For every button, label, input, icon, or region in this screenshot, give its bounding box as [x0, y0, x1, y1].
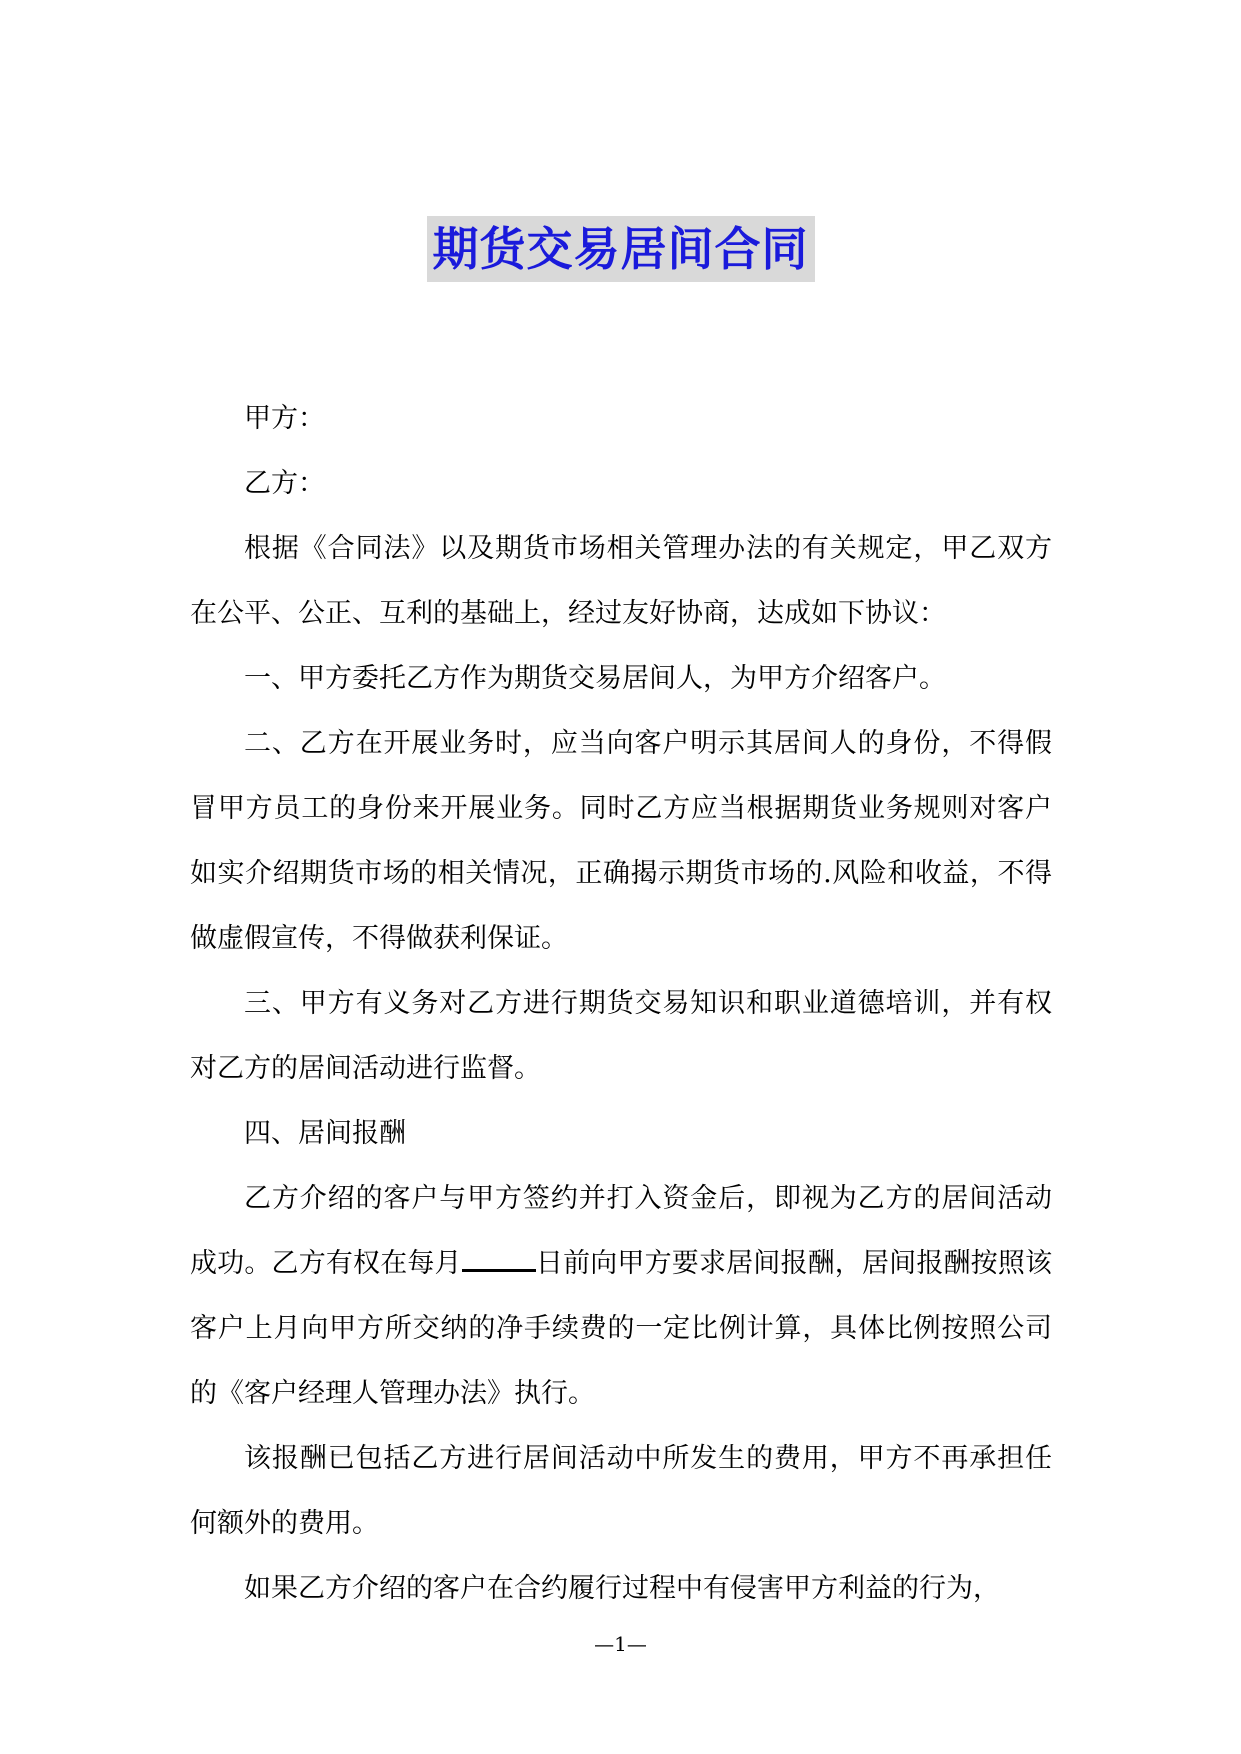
- clause-4-paragraph-3: 如果乙方介绍的客户在合约履行过程中有侵害甲方利益的行为，: [244, 1573, 1000, 1604]
- clause-4-paragraph-1: [190, 1166, 1052, 1426]
- clause-4-heading: 四、居间报酬: [244, 1118, 406, 1149]
- clause-2: 二、乙方在开展业务时，应当向客户明示其居间人的身份，不得假冒甲方员工的身份来开展业务。同时乙方应当根据期货业务规则对客户如实介绍期货市场的相关情况，正确揭示期货市场的.风险和收益，不得做虚假宣传，不得做获利保证。: [190, 728, 1052, 954]
- clause-4-paragraph-2: 该报酬已包括乙方进行居间活动中所发生的费用，甲方不再承担任何额外的费用。: [190, 1443, 1052, 1539]
- page-number: —1—: [594, 1632, 647, 1656]
- clause-4-p1-before: 乙方介绍的客户与甲方签约并打入资金后，即视为乙方的居间活动成功。乙方有权在每月: [190, 1183, 1052, 1279]
- party-a-line: 甲方：: [244, 403, 325, 434]
- document-title: 期货交易居间合同: [427, 216, 815, 282]
- clause-1: 一、甲方委托乙方作为期货交易居间人，为甲方介绍客户。: [244, 663, 946, 694]
- party-b-line: 乙方：: [244, 468, 325, 499]
- day-blank-field: [462, 1247, 536, 1272]
- clause-3: 三、甲方有义务对乙方进行期货交易知识和职业道德培训，并有权对乙方的居间活动进行监督。: [190, 988, 1052, 1084]
- clause-4-p1-after: 日前向甲方要求居间报酬，居间报酬按照该客户上月向甲方所交纳的净手续费的一定比例计算，具体比例按照公司的《客户经理人管理办法》执行。: [190, 1248, 1053, 1409]
- document-body: [190, 386, 1052, 1621]
- title-container: [0, 216, 1241, 282]
- intro-paragraph: 根据《合同法》以及期货市场相关管理办法的有关规定，甲乙双方在公平、公正、互利的基础上，经过友好协商，达成如下协议：: [190, 533, 1052, 629]
